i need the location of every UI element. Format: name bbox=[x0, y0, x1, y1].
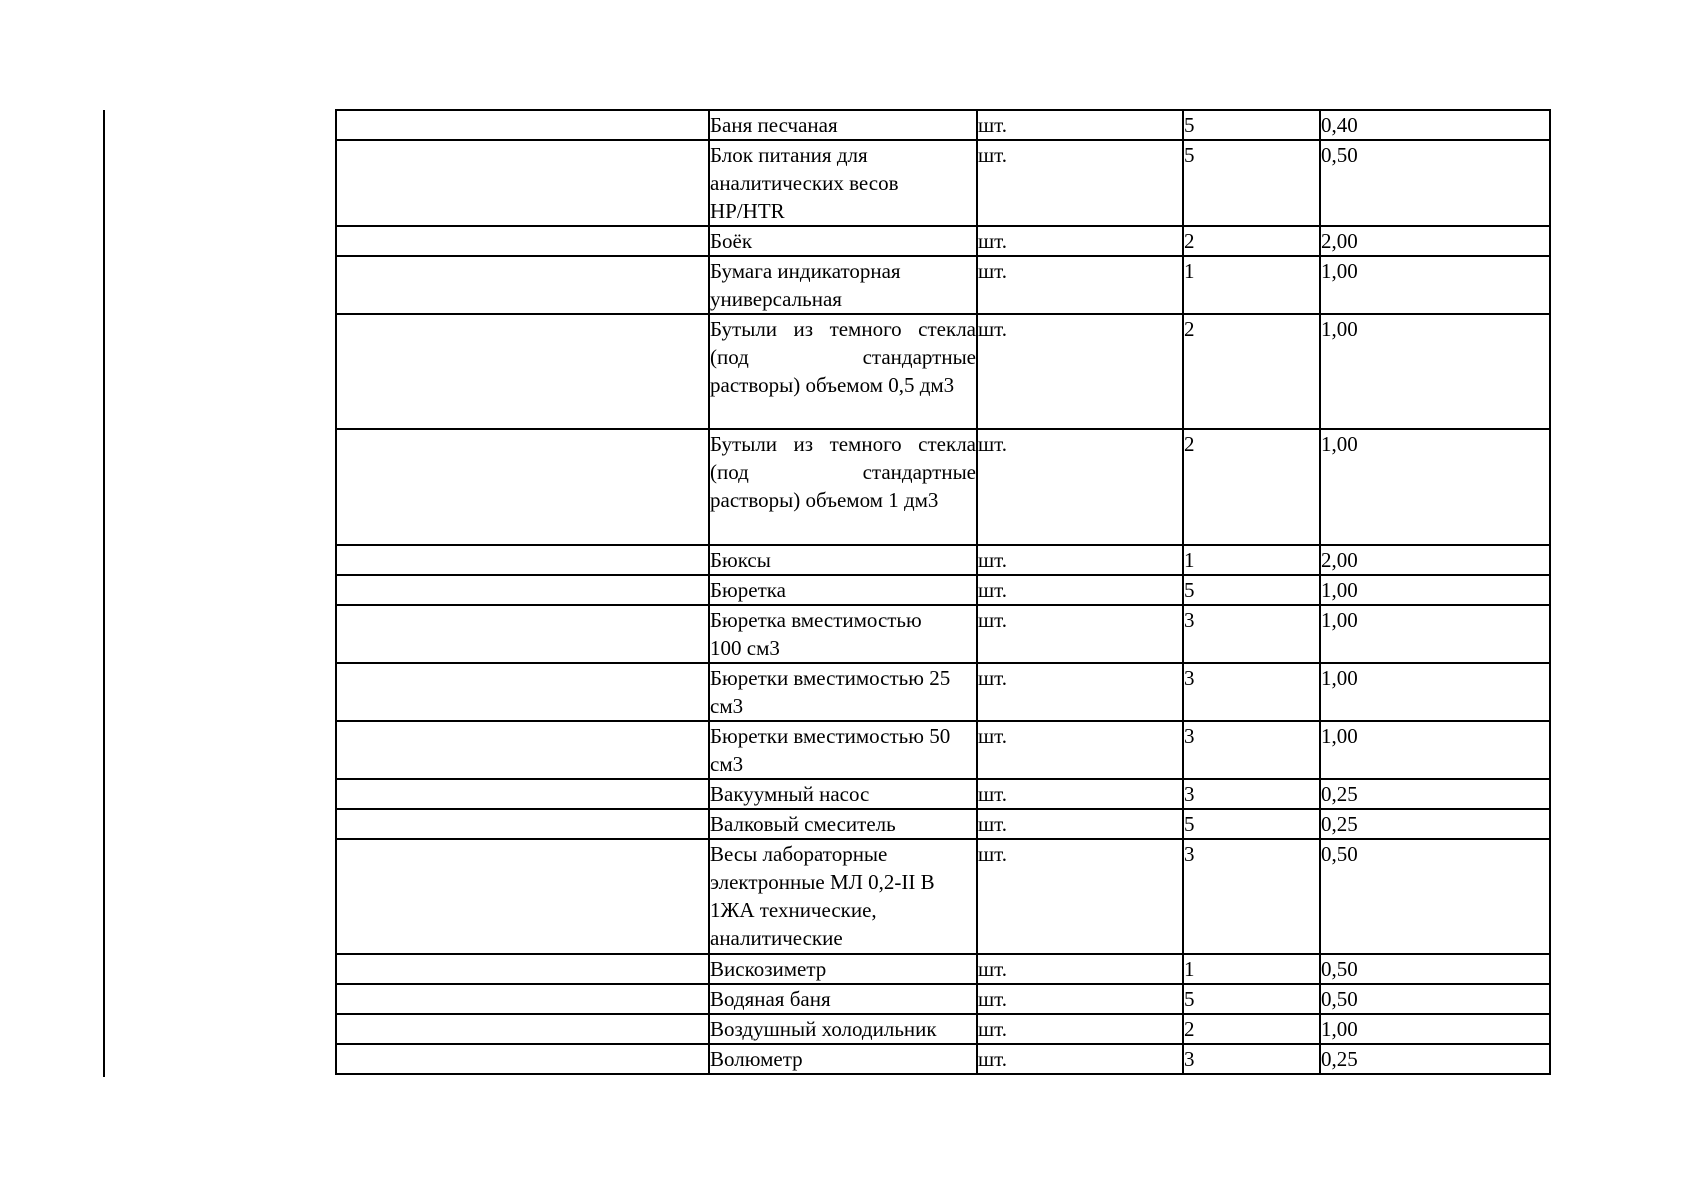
item-name: Бюретка bbox=[710, 578, 786, 602]
empty-cell bbox=[336, 605, 709, 663]
value-cell: 2,00 bbox=[1320, 545, 1550, 575]
quantity-cell: 2 bbox=[1183, 1014, 1320, 1044]
quantity-cell: 5 bbox=[1183, 110, 1320, 140]
unit-cell: шт. bbox=[977, 663, 1183, 721]
table-row bbox=[336, 1014, 1550, 1044]
item-name-cell bbox=[709, 545, 977, 575]
unit-cell: шт. bbox=[977, 1014, 1183, 1044]
item-name: Вакуумный насос bbox=[710, 782, 870, 806]
item-name: Волюметр bbox=[710, 1047, 803, 1071]
value-cell: 1,00 bbox=[1320, 314, 1550, 429]
value-cell: 1,00 bbox=[1320, 575, 1550, 605]
quantity-cell: 1 bbox=[1183, 954, 1320, 984]
table-row bbox=[336, 779, 1550, 809]
item-name-cell bbox=[709, 1014, 977, 1044]
table-row bbox=[336, 140, 1550, 226]
item-name-cell bbox=[709, 140, 977, 226]
item-name: Воздушный холодильник bbox=[710, 1017, 937, 1041]
empty-cell bbox=[336, 575, 709, 605]
quantity-cell: 3 bbox=[1183, 839, 1320, 954]
quantity-cell: 3 bbox=[1183, 605, 1320, 663]
item-name-cell bbox=[709, 429, 977, 545]
empty-cell bbox=[336, 839, 709, 954]
quantity-cell: 1 bbox=[1183, 545, 1320, 575]
value-cell: 0,25 bbox=[1320, 1044, 1550, 1074]
left-margin-rule bbox=[103, 110, 105, 1077]
value-cell: 1,00 bbox=[1320, 1014, 1550, 1044]
unit-cell: шт. bbox=[977, 429, 1183, 545]
unit-cell: шт. bbox=[977, 140, 1183, 226]
item-name: аналитических весов bbox=[710, 171, 899, 195]
empty-cell bbox=[336, 429, 709, 545]
value-cell: 0,50 bbox=[1320, 140, 1550, 226]
empty-cell bbox=[336, 140, 709, 226]
quantity-cell: 3 bbox=[1183, 1044, 1320, 1074]
item-name-cell bbox=[709, 984, 977, 1014]
item-name: Бюретки вместимостью 50 bbox=[710, 724, 951, 748]
item-name: Баня песчаная bbox=[710, 113, 838, 137]
unit-cell: шт. bbox=[977, 110, 1183, 140]
table-row bbox=[336, 605, 1550, 663]
table-row bbox=[336, 226, 1550, 256]
item-name: Бутыли из темного стекла bbox=[710, 432, 976, 456]
table-row bbox=[336, 1044, 1550, 1074]
unit-cell: шт. bbox=[977, 1044, 1183, 1074]
item-name: аналитические bbox=[710, 926, 843, 950]
quantity-cell: 2 bbox=[1183, 226, 1320, 256]
value-cell: 0,50 bbox=[1320, 839, 1550, 954]
item-name: Бюретка вместимостью bbox=[710, 608, 922, 632]
table-row bbox=[336, 721, 1550, 779]
item-name-cell bbox=[709, 839, 977, 954]
unit-cell: шт. bbox=[977, 314, 1183, 429]
table-row bbox=[336, 839, 1550, 954]
value-cell: 1,00 bbox=[1320, 429, 1550, 545]
value-cell: 1,00 bbox=[1320, 256, 1550, 314]
quantity-cell: 3 bbox=[1183, 663, 1320, 721]
quantity-cell: 5 bbox=[1183, 575, 1320, 605]
value-cell: 0,50 bbox=[1320, 954, 1550, 984]
empty-cell bbox=[336, 721, 709, 779]
item-name: (под стандартные bbox=[710, 345, 976, 369]
empty-cell bbox=[336, 110, 709, 140]
value-cell: 1,00 bbox=[1320, 721, 1550, 779]
item-name-cell bbox=[709, 314, 977, 429]
equipment-table bbox=[335, 109, 1551, 1075]
table-row bbox=[336, 256, 1550, 314]
item-name-cell bbox=[709, 226, 977, 256]
item-name-cell bbox=[709, 110, 977, 140]
value-cell: 0,50 bbox=[1320, 984, 1550, 1014]
item-name-cell bbox=[709, 809, 977, 839]
table-row bbox=[336, 545, 1550, 575]
item-name: Бумага индикаторная bbox=[710, 259, 901, 283]
item-name: Весы лабораторные bbox=[710, 842, 888, 866]
item-name-cell bbox=[709, 663, 977, 721]
value-cell: 0,25 bbox=[1320, 779, 1550, 809]
table-row bbox=[336, 984, 1550, 1014]
empty-cell bbox=[336, 809, 709, 839]
table-row bbox=[336, 809, 1550, 839]
table-row bbox=[336, 575, 1550, 605]
unit-cell: шт. bbox=[977, 809, 1183, 839]
empty-cell bbox=[336, 984, 709, 1014]
empty-cell bbox=[336, 1044, 709, 1074]
item-name: Бюксы bbox=[710, 548, 771, 572]
item-name-cell bbox=[709, 954, 977, 984]
quantity-cell: 3 bbox=[1183, 779, 1320, 809]
value-cell: 1,00 bbox=[1320, 605, 1550, 663]
unit-cell: шт. bbox=[977, 545, 1183, 575]
value-cell: 1,00 bbox=[1320, 663, 1550, 721]
item-name: Водяная баня bbox=[710, 987, 831, 1011]
item-name: HP/HTR bbox=[710, 199, 785, 223]
item-name: универсальная bbox=[710, 287, 842, 311]
value-cell: 0,40 bbox=[1320, 110, 1550, 140]
table-row bbox=[336, 314, 1550, 429]
quantity-cell: 2 bbox=[1183, 429, 1320, 545]
table-row bbox=[336, 110, 1550, 140]
item-name: Валковый смеситель bbox=[710, 812, 896, 836]
item-name: (под стандартные bbox=[710, 460, 976, 484]
value-cell: 0,25 bbox=[1320, 809, 1550, 839]
unit-cell: шт. bbox=[977, 779, 1183, 809]
empty-cell bbox=[336, 545, 709, 575]
item-name: см3 bbox=[710, 752, 744, 776]
empty-cell bbox=[336, 1014, 709, 1044]
empty-cell bbox=[336, 226, 709, 256]
item-name: Блок питания для bbox=[710, 143, 868, 167]
quantity-cell: 5 bbox=[1183, 984, 1320, 1014]
item-name: см3 bbox=[710, 694, 744, 718]
empty-cell bbox=[336, 954, 709, 984]
item-name: Вискозиметр bbox=[710, 957, 827, 981]
quantity-cell: 3 bbox=[1183, 721, 1320, 779]
table-row bbox=[336, 663, 1550, 721]
item-name: Бутыли из темного стекла bbox=[710, 317, 976, 341]
item-name: 100 см3 bbox=[710, 636, 780, 660]
item-name-cell bbox=[709, 256, 977, 314]
unit-cell: шт. bbox=[977, 256, 1183, 314]
item-name: Бюретки вместимостью 25 bbox=[710, 666, 951, 690]
item-name-cell bbox=[709, 605, 977, 663]
value-cell: 2,00 bbox=[1320, 226, 1550, 256]
empty-cell bbox=[336, 779, 709, 809]
item-name-cell bbox=[709, 1044, 977, 1074]
unit-cell: шт. bbox=[977, 226, 1183, 256]
empty-cell bbox=[336, 663, 709, 721]
table-row bbox=[336, 429, 1550, 545]
quantity-cell: 5 bbox=[1183, 809, 1320, 839]
table-row bbox=[336, 954, 1550, 984]
item-name: растворы) объемом 0,5 дм3 bbox=[710, 373, 955, 397]
item-name: растворы) объемом 1 дм3 bbox=[710, 488, 939, 512]
item-name: Боёк bbox=[710, 229, 753, 253]
quantity-cell: 2 bbox=[1183, 314, 1320, 429]
empty-cell bbox=[336, 314, 709, 429]
unit-cell: шт. bbox=[977, 575, 1183, 605]
item-name-cell bbox=[709, 779, 977, 809]
item-name-cell bbox=[709, 575, 977, 605]
item-name-cell bbox=[709, 721, 977, 779]
unit-cell: шт. bbox=[977, 954, 1183, 984]
unit-cell: шт. bbox=[977, 984, 1183, 1014]
empty-cell bbox=[336, 256, 709, 314]
item-name: 1ЖА технические, bbox=[710, 898, 877, 922]
quantity-cell: 5 bbox=[1183, 140, 1320, 226]
unit-cell: шт. bbox=[977, 721, 1183, 779]
unit-cell: шт. bbox=[977, 839, 1183, 954]
item-name: электронные МЛ 0,2-II В bbox=[710, 870, 935, 894]
quantity-cell: 1 bbox=[1183, 256, 1320, 314]
unit-cell: шт. bbox=[977, 605, 1183, 663]
